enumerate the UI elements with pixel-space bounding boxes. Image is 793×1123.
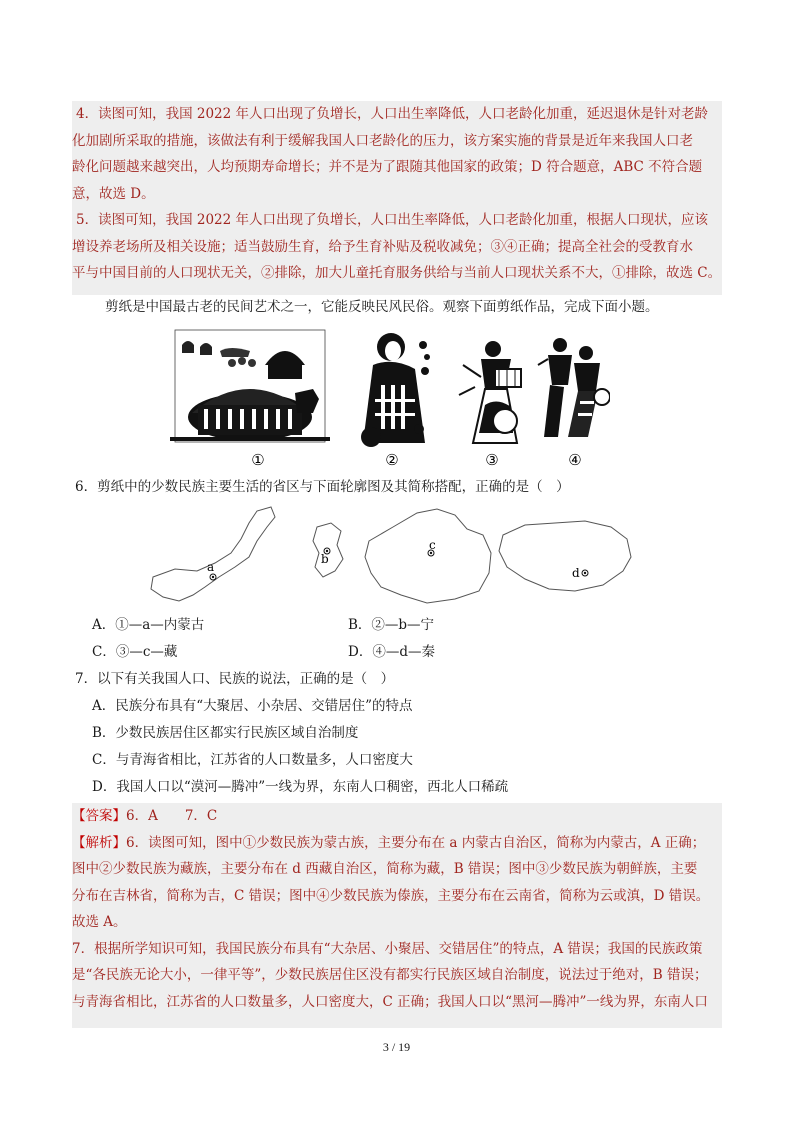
question-7-option-d: D．我国人口以“漠河—腾冲”一线为界，东南人口稠密，西北人口稀疏 <box>92 779 509 795</box>
explanation-line: 增设养老场所及相关设施；适当鼓励生育，给予生育补贴及税收减免；③④正确；提高全社会的受教育水 <box>72 238 693 255</box>
question-7-option-b: B．少数民族居住区都实行民族区域自治制度 <box>92 725 359 741</box>
map-outline-b-icon <box>313 523 343 577</box>
papercut-label-4: ④ <box>568 451 582 469</box>
papercut-label-2: ② <box>385 451 399 469</box>
papercut-label-1: ① <box>251 451 265 469</box>
analysis-line: 分布在吉林省，简称为吉，C 错误；图中④少数民族为傣族，主要分布在云南省，简称为云或滇，D 错误。 <box>72 887 710 904</box>
analysis-line: 故选 A。 <box>72 914 127 930</box>
question-6-option-a: A．①—a—内蒙古 <box>92 617 205 633</box>
analysis-line: 是“各民族无论大小，一律平等”，少数民族居住区没有都实行民族区域自治制度，说法过于绝对，B 错误； <box>72 967 708 983</box>
map-label-b: b <box>321 552 329 566</box>
question-7-option-c: C．与青海省相比，江苏省的人口数量多，人口密度大 <box>92 752 413 768</box>
answer-line <box>72 803 722 830</box>
papercut-yurt-icon <box>170 330 330 442</box>
analysis-line: 与青海省相比，江苏省的人口数量多，人口密度大，C 正确；我国人口以“黑河—腾冲”一线为界，东南人口 <box>72 993 708 1010</box>
question-7-option-a: A．民族分布具有“大聚居、小杂居、交错居住”的特点 <box>92 698 413 714</box>
papercut-dai-dancers-icon <box>538 338 610 437</box>
question-6-stem: 6．剪纸中的少数民族主要生活的省区与下面轮廓图及其简称搭配，正确的是（ ） <box>75 479 570 495</box>
answer-tag: 【答案】 <box>72 808 126 824</box>
province-outline-maps <box>145 505 635 615</box>
map-outline-d-icon <box>499 521 631 591</box>
papercut-drum-dancer-icon <box>459 341 521 443</box>
analysis-line <box>72 830 722 857</box>
answer-text: 6．A 7．C <box>126 808 218 824</box>
papercut-tibetan-woman-icon <box>361 333 430 447</box>
map-label-a: a <box>207 560 215 574</box>
explanation-block-4-5 <box>72 101 722 295</box>
explanation-line: 5．读图可知，我国 2022 年人口出现了负增长，人口出生率降低，人口老龄化加重，根据人口现状，应该 <box>76 212 709 228</box>
analysis-line: 图中②少数民族为藏族，主要分布在 d 西藏自治区，简称为藏，B 错误；图中③少数民族为朝鲜族，主要 <box>72 861 698 877</box>
explanation-line: 平与中国目前的人口现状无关，②排除，加大儿童托育服务供给与当前人口现状关系不大，①排除，故选 C。 <box>72 265 722 281</box>
papercut-images <box>170 325 610 470</box>
question-6-option-d: D．④—d—秦 <box>348 644 435 660</box>
answer-analysis-block <box>72 803 722 1028</box>
question-6-option-b: B．②—b—宁 <box>348 617 435 633</box>
map-label-d: d <box>572 566 580 580</box>
analysis-line: 7．根据所学知识可知，我国民族分布具有“大杂居、小聚居、交错居住”的特点，A 错误；我国的民族政策 <box>72 940 703 957</box>
explanation-line: 4．读图可知，我国 2022 年人口出现了负增长，人口出生率降低，人口老龄化加重，延迟退休是针对老龄 <box>76 106 709 122</box>
map-outline-c-icon <box>365 509 491 603</box>
analysis-tag: 【解析】 <box>72 834 126 851</box>
question-7-stem: 7．以下有关我国人口、民族的说法，正确的是（ ） <box>75 671 395 687</box>
papercut-label-3: ③ <box>485 451 499 469</box>
analysis-text: 6．读图可知，图中①少数民族为蒙古族，主要分布在 a 内蒙古自治区，简称为内蒙古，A 正确； <box>126 834 706 851</box>
section-intro: 剪纸是中国最古老的民间艺术之一，它能反映民风民俗。观察下面剪纸作品，完成下面小题。 <box>105 299 659 315</box>
question-6-option-c: C．③—c—藏 <box>92 644 178 660</box>
page-number: 3 / 19 <box>382 1040 411 1054</box>
explanation-line: 化加剧所采取的措施，该做法有利于缓解我国人口老龄化的压力，该方案实施的背景是近年来我国人口老 <box>72 132 693 149</box>
map-label-c: c <box>429 538 436 552</box>
map-outline-a-icon <box>151 507 275 601</box>
explanation-line: 龄化问题越来越突出，人均预期寿命增长；并不是为了跟随其他国家的政策；D 符合题意，ABC 不符合题 <box>72 159 703 175</box>
explanation-line: 意，故选 D。 <box>72 185 155 202</box>
